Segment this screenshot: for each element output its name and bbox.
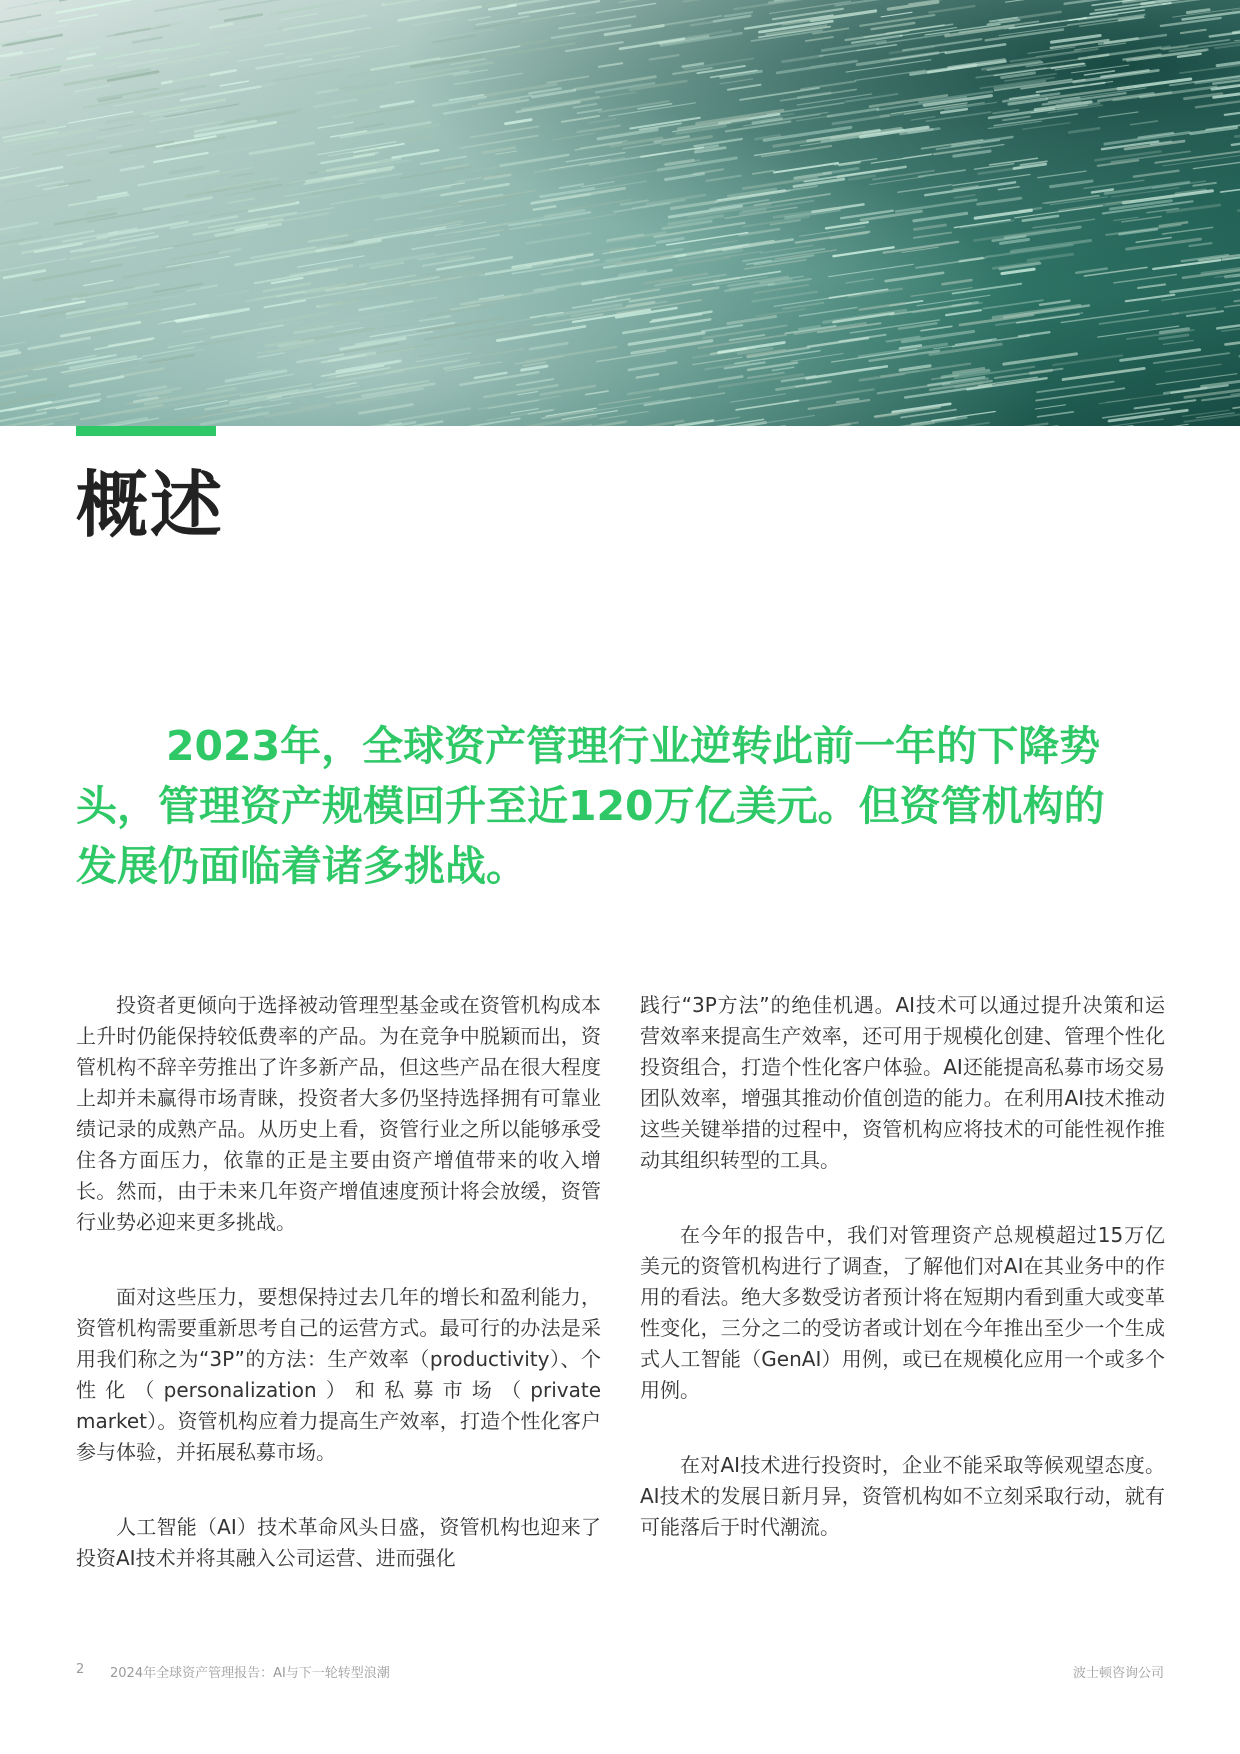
title-accent-bar — [76, 426, 216, 436]
body-paragraph: 面对这些压力，要想保持过去几年的增长和盈利能力，资管机构需要重新思考自己的运营方式。最可行的办法是采用我们称之为“3P”的方法：生产效率（productivity）、个性化（personalization）和私募市场（private market）。资管机构应着力提高生产效率，打造个性化客户参与体验，并拓展私募市场。 — [76, 1285, 601, 1464]
page-title: 概述 — [76, 463, 225, 547]
body-paragraph: 践行“3P方法”的绝佳机遇。AI技术可以通过提升决策和运营效率来提高生产效率，还可用于规模化创建、管理个性化投资组合，打造个性化客户体验。AI还能提高私募市场交易团队效率，增强其推动价值创造的能力。在利用AI技术推动这些关键举措的过程中，资管机构应将技术的可能性视作推动其组织转型的工具。 — [640, 993, 1165, 1172]
body-paragraph: 在今年的报告中，我们对管理资产总规模超过15万亿美元的资管机构进行了调查，了解他们对AI在其业务中的作用的看法。绝大多数受访者预计将在短期内看到重大或变革性变化，三分之二的受访者或计划在今年推出至少一个生成式人工智能（GenAI）用例，或已在规模化应用一个或多个用例。 — [640, 1223, 1165, 1402]
brand-name: 波士顿咨询公司 — [1072, 1666, 1164, 1681]
lede-paragraph: 2023年，全球资产管理行业逆转此前一年的下降势头，管理资产规模回升至近120万亿美元。但资管机构的发展仍面临着诸多挑战。 — [76, 722, 1105, 890]
header-image — [0, 0, 1240, 426]
body-paragraph: 投资者更倾向于选择被动管理型基金或在资管机构成本上升时仍能保持较低费率的产品。为在竞争中脱颖而出，资管机构不辞辛劳推出了许多新产品，但这些产品在很大程度上却并未赢得市场青睐，投资者大多仍坚持选择拥有可靠业绩记录的成熟产品。从历史上看，资管行业之所以能够承受住各方面压力，依靠的正是主要由资产增值带来的收入增长。然而，由于未来几年资产增值速度预计将会放缓，资管行业势必迎来更多挑战。 — [76, 993, 601, 1234]
body-paragraph: 在对AI技术进行投资时，企业不能采取等候观望态度。AI技术的发展日新月异，资管机构如不立刻采取行动，就有可能落后于时代潮流。 — [640, 1453, 1165, 1539]
report-title: 2024年全球资产管理报告：AI与下一轮转型浪潮 — [110, 1666, 390, 1681]
page-number: 2 — [76, 1662, 85, 1677]
body-column-right — [640, 990, 1165, 1587]
body-column-left — [76, 990, 601, 1618]
page-footer — [76, 1662, 1164, 1682]
body-paragraph: 人工智能（AI）技术革命风头日盛，资管机构也迎来了投资AI技术并将其融入公司运营、进而强化 — [76, 1515, 601, 1570]
light-streaks-graphic — [0, 0, 1240, 426]
